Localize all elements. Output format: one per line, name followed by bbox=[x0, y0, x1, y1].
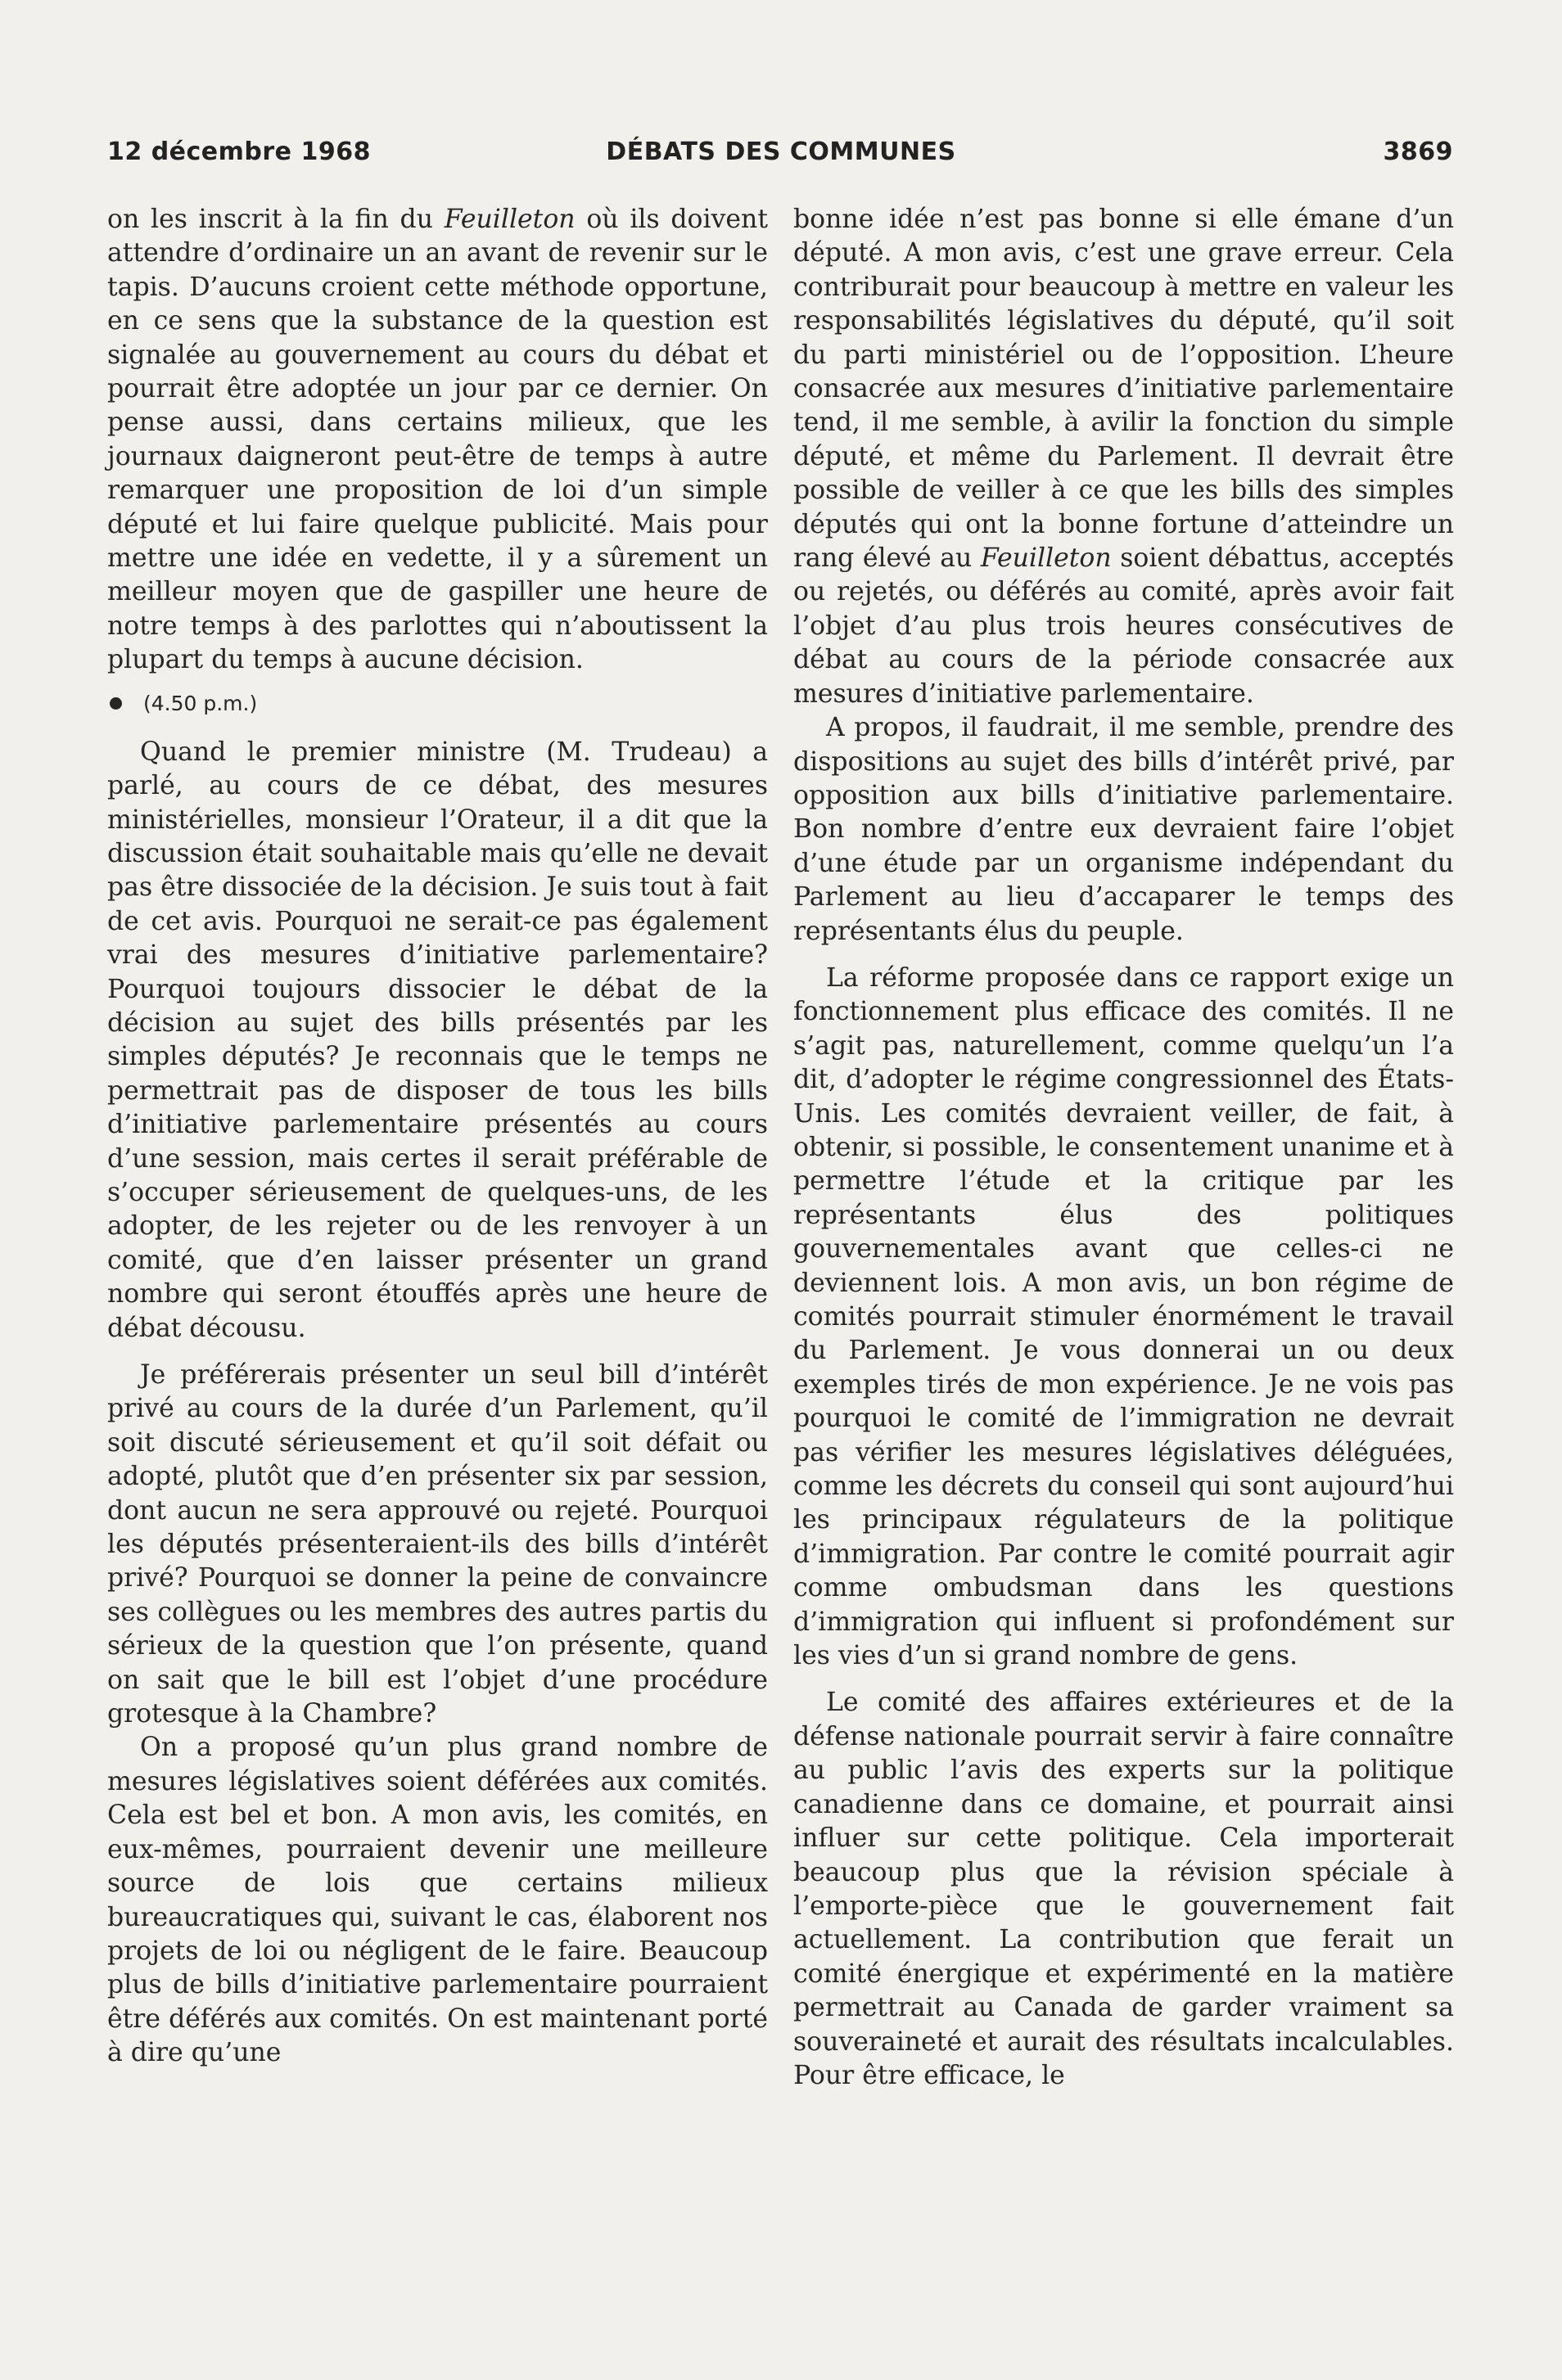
page-header bbox=[0, 137, 1562, 187]
paragraph: Le comité des affaires extérieures et de la défense nationale pourrait servir à faire connaître au public l’avis des experts sur la politique canadienne dans ce domaine, et pourrait ainsi influer sur cette politique. Cela importerait beaucoup plus que la révision spéciale à l’emporte-pièce que le gouvernement fait actuellement. La contribution que ferait un comité énergique et expérimenté en la matière permettrait au Canada de garder vraiment sa souveraineté et aurait des résultats incalculables. Pour être efficace, le bbox=[793, 1688, 1454, 2090]
time-marker bbox=[107, 690, 768, 718]
header-date: 12 décembre 1968 bbox=[107, 137, 371, 166]
paragraph: La réforme proposée dans ce rapport exige un fonctionnement plus efficace des comités. Il ne s’agit pas, naturellement, comme quelqu’un l’a dit, d’adopter le régime congressionnel des États-Unis. Les comités devraient veiller, de fait, à obtenir, si possible, le consentement unanime et à permettre l’étude et la critique par les représentants élus des politiques gouvernementales avant que celles-ci ne deviennent lois. A mon avis, un bon régime de comités pourrait stimuler énormément le travail du Parlement. Je vous donnerai un ou deux exemples tirés de mon expérience. Je ne vois pas pourquoi le comité de l’immigration ne devrait pas vérifier les mesures législatives déléguées, comme les décrets du conseil qui sont aujourd’hui les principaux régulateurs de la politique d’immigration. Par contre le comité pourrait agir comme ombudsman dans les questions d’immigration qui influent si profondément sur les vies d’un si grand nombre de gens. bbox=[793, 962, 1454, 1671]
time-marker-text: (4.50 p.m.) bbox=[143, 691, 258, 715]
paragraph: on les inscrit à la fin du Feuilleton où ils doivent attendre d’ordinaire un an avant de revenir sur le tapis. D’aucuns croient cette méthode opportune, en ce sens que la substance de la question est signalée au gouvernement au cours du débat et pourrait être adoptée un jour par ce dernier. On pense aussi, dans certains milieux, que les journaux daigneront peut-être de temps à autre remarquer une proposition de loi d’un simple député et lui faire quelque publicité. Mais pour mettre une idée en vedette, il y a sûrement un meilleur moyen que de gaspiller une heure de notre temps à des parlottes qui n’aboutissent la plupart du temps à aucune décision. bbox=[107, 205, 768, 675]
paragraph: A propos, il faudrait, il me semble, prendre des dispositions au sujet des bills d’intérêt privé, par opposition aux bills d’initiative parlementaire. Bon nombre d’entre eux devraient faire l’objet d’une étude par un organisme indépendant du Parlement au lieu d’accaparer le temps des représentants élus du peuple. bbox=[793, 713, 1454, 946]
paragraph: Quand le premier ministre (M. Trudeau) a parlé, au cours de ce débat, des mesures ministérielles, monsieur l’Orateur, il a dit que la discussion était souhaitable mais qu’elle ne devait pas être dissociée de la décision. Je suis tout à fait de cet avis. Pourquoi ne serait-ce pas également vrai des mesures d’initiative parlementaire? Pourquoi toujours dissocier le débat de la décision au sujet des bills présentés par les simples députés? Je reconnais que le temps ne permettrait pas de disposer de tous les bills d’initiative parlementaire présentés au cours d’une session, mais certes il serait préférable de s’occuper sérieusement de quelques-uns, de les adopter, de les rejeter ou de les renvoyer à un comité, que d’en laisser présenter un grand nombre qui seront étouffés après une heure de débat décousu. bbox=[107, 737, 768, 1343]
right-column bbox=[793, 203, 1454, 2093]
paragraph: bonne idée n’est pas bonne si elle émane d’un député. A mon avis, c’est une grave erreur. Cela contriburait pour beaucoup à mettre en valeur les responsabilités législatives du député, qu’il soit du parti ministériel ou de l’opposition. L’heure consacrée aux mesures d’initiative parlementaire tend, il me semble, à avilir la fonction du simple député, et même du Parlement. Il devrait être possible de veiller à ce que les bills des simples députés qui ont la bonne fortune d’atteindre un rang élevé au Feuilleton soient débattus, acceptés ou rejetés, ou déférés au comité, après avoir fait l’objet d’au plus trois heures consécutives de débat au cours de la période consacrée aux mesures d’initiative parlementaire. bbox=[793, 205, 1454, 709]
bullet-icon bbox=[110, 697, 122, 710]
paragraph: Je préférerais présenter un seul bill d’intérêt privé au cours de la durée d’un Parlement, qu’il soit discuté sérieusement et qu’il soit défait ou adopté, plutôt que d’en présenter six par session, dont aucun ne sera approuvé ou rejeté. Pourquoi les députés présenteraient-ils des bills d’intérêt privé? Pourquoi se donner la peine de convaincre ses collègues ou les membres des autres partis du sérieux de la question que l’on présente, quand on sait que le bill est l’objet d’une procédure grotesque à la Chambre? bbox=[107, 1360, 768, 1729]
paragraph: On a proposé qu’un plus grand nombre de mesures législatives soient déférées aux comités. Cela est bel et bon. A mon avis, les comités, en eux-mêmes, pourraient devenir une meilleure source de lois que certains milieux bureaucratiques qui, suivant le cas, élaborent nos projets de loi ou négligent de le faire. Beaucoup plus de bills d’initiative parlementaire pourraient être déférés aux comités. On est maintenant porté à dire qu’une bbox=[107, 1733, 768, 2068]
publication-title: DÉBATS DES COMMUNES bbox=[606, 137, 956, 166]
left-column bbox=[107, 203, 768, 2071]
page-number: 3869 bbox=[1383, 137, 1453, 166]
